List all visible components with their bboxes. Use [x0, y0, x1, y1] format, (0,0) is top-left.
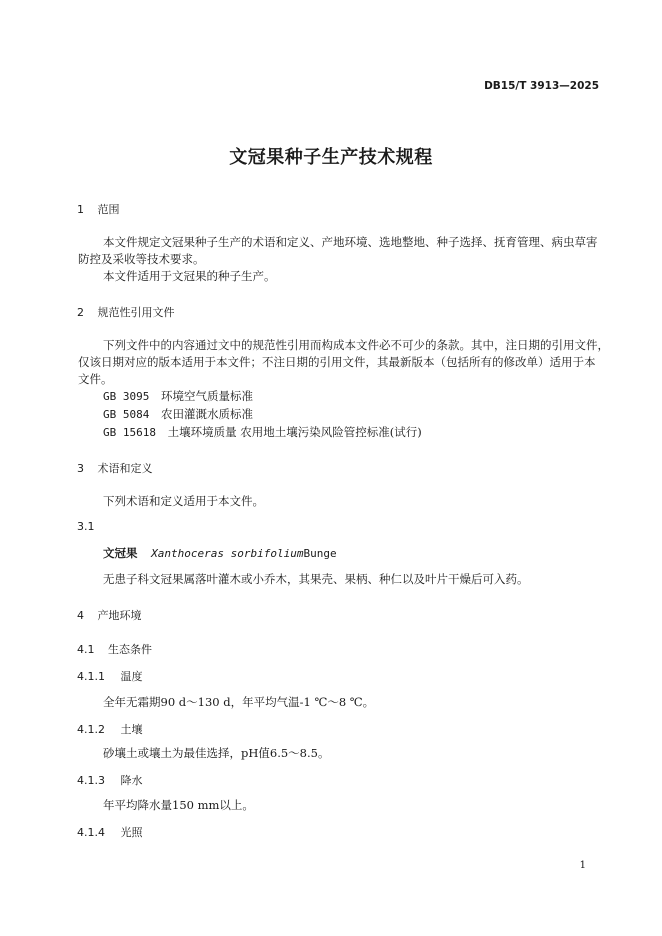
clause-number: 4.1.1: [77, 670, 105, 683]
clause-title: 光照: [120, 826, 143, 839]
reference-name: 土壤环境质量 农用地土壤污染风险管控标准(试行): [167, 425, 422, 439]
reference-code: GB 5084: [103, 408, 150, 421]
reference-item: [103, 406, 253, 423]
section-1-number: 1: [77, 203, 84, 216]
term-chinese: 文冠果: [103, 546, 138, 560]
section-3-number: 3: [77, 462, 84, 475]
clause-text: 砂壤土或壤土为最佳选择，pH值6.5～8.5。: [103, 746, 330, 760]
reference-name: 环境空气质量标准: [161, 389, 254, 403]
section-2-number: 2: [77, 306, 84, 319]
section-3-heading: [77, 460, 153, 476]
clause-heading: [77, 772, 143, 788]
section-1-para1-line2: 防控及采收等技术要求。: [78, 252, 205, 266]
reference-code: GB 3095: [103, 390, 150, 403]
term-author: Bunge: [303, 547, 337, 560]
subsection-title: 生态条件: [108, 643, 152, 656]
clause-heading: [77, 824, 143, 840]
section-3-title: 术语和定义: [97, 462, 153, 475]
term-latin-name: Xanthoceras sorbifolium: [151, 547, 304, 560]
clause-heading: [77, 668, 143, 684]
clause-number: 4.1.2: [77, 723, 105, 736]
section-1-title: 范围: [97, 203, 120, 216]
page-number: 1: [579, 860, 586, 871]
section-4-title: 产地环境: [97, 609, 142, 622]
term-definition: 无患子科文冠果属落叶灌木或小乔木，其果壳、果柄、种仁以及叶片干燥后可入药。: [103, 572, 529, 586]
term-number: 3.1: [77, 520, 95, 533]
section-1-para1-line1: 本文件规定文冠果种子生产的术语和定义、产地环境、选地整地、种子选择、抚育管理、病虫草害: [103, 235, 598, 249]
clause-text: 年平均降水量150 mm以上。: [103, 798, 254, 812]
reference-item: [103, 388, 253, 405]
section-3-intro: 下列术语和定义适用于本文件。: [103, 494, 264, 508]
reference-code: GB 15618: [103, 426, 156, 439]
section-4-number: 4: [77, 609, 84, 622]
subsection-heading: [77, 641, 152, 657]
section-2-para-line2: 仅该日期对应的版本适用于本文件；不注日期的引用文件，其最新版本（包括所有的修改单）适用于本: [78, 355, 596, 369]
section-1-heading: [77, 201, 120, 217]
section-2-heading: [77, 304, 175, 320]
section-2-para-line1: 下列文件中的内容通过文中的规范性引用而构成本文件必不可少的条款。其中，注日期的引用文件，: [103, 338, 609, 352]
section-4-heading: [77, 607, 142, 623]
section-2-title: 规范性引用文件: [97, 306, 175, 319]
section-1-para2: 本文件适用于文冠果的种子生产。: [103, 269, 276, 283]
section-2-para-line3: 文件。: [78, 372, 113, 386]
subsection-number: 4.1: [77, 643, 95, 656]
clause-heading: [77, 721, 143, 737]
reference-item: [103, 424, 422, 441]
document-title: 文冠果种子生产技术规程: [229, 147, 433, 168]
clause-number: 4.1.4: [77, 826, 105, 839]
term-entry: [103, 545, 337, 561]
reference-name: 农田灌溉水质标准: [161, 407, 254, 421]
document-number: DB15/T 3913—2025: [484, 80, 599, 92]
clause-number: 4.1.3: [77, 774, 105, 787]
clause-title: 温度: [120, 670, 143, 683]
clause-text: 全年无霜期90 d～130 d，年平均气温-1 ℃～8 ℃。: [103, 695, 375, 709]
clause-title: 降水: [120, 774, 143, 787]
clause-title: 土壤: [120, 723, 143, 736]
